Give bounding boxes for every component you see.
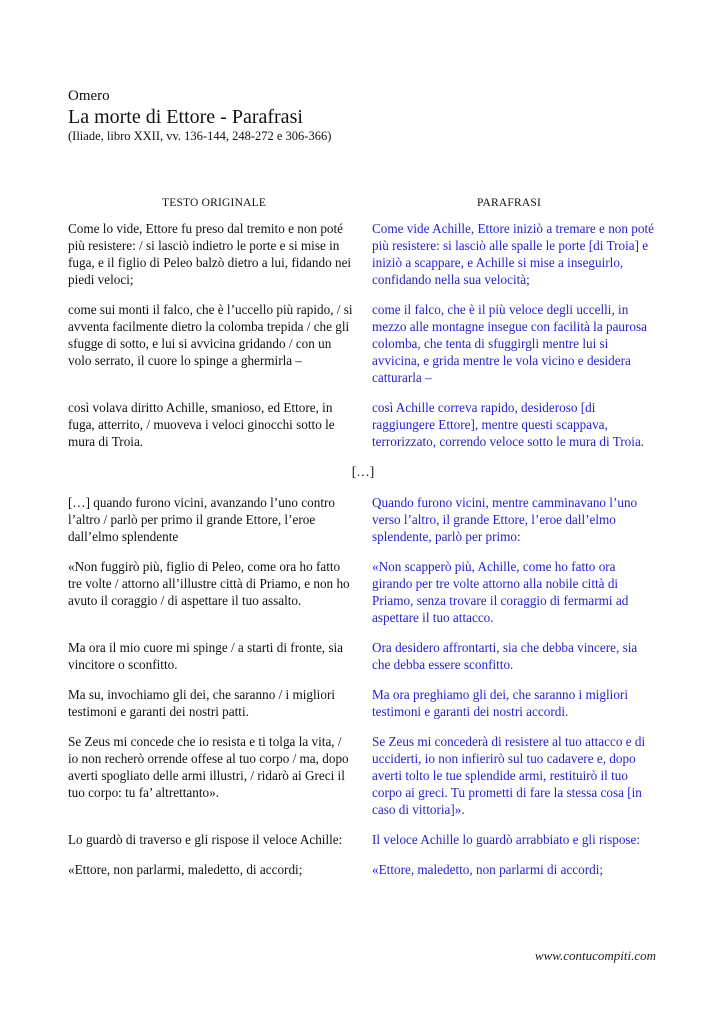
text-row (68, 686, 658, 720)
text-row (68, 733, 658, 818)
text-row (68, 831, 658, 848)
original-text: «Ettore, non parlarmi, maledetto, di accordi; (68, 862, 303, 877)
paraphrase-text: Il veloce Achille lo guardò arrabbiato e gli rispose: (372, 832, 641, 847)
footer-website: www.contucompiti.com (534, 948, 656, 963)
text-row (68, 558, 658, 626)
original-text: così volava diritto Achille, smanioso, ed Ettore, in fuga, atterrito, / muoveva i veloci ginocchi sotto le mura di Troia. (68, 400, 335, 449)
text-row (68, 220, 658, 288)
original-text: Se Zeus mi concede che io resista e ti tolga la vita, / io non recherò orrende offese al tuo corpo / ma, dopo averti spogliato delle armi illustri, / ridarò ai Greci il tuo corpo: tu fa’ altrettanto». (68, 734, 349, 800)
paraphrase-text: «Ettore, maledetto, non parlarmi di accordi; (372, 862, 604, 877)
original-text: Come lo vide, Ettore fu preso dal tremito e non poté più resistere: / si lasciò indietro le porte e si mise in fuga, e il figlio di Peleo balzò dietro a lui, fidando nei piedi veloci; (68, 221, 352, 287)
text-row (68, 494, 658, 545)
paraphrase-text: Come vide Achille, Ettore iniziò a tremare e non poté più resistere: si lasciò alle spalle le porte [di Troia] e iniziò a scappare, e Achille si mise a inseguirlo, confidando nella sua velocità; (372, 221, 654, 287)
original-text: Ma su, invochiamo gli dei, che saranno / i migliori testimoni e garanti dei nostri patti. (68, 687, 335, 719)
author: Omero (68, 88, 110, 104)
paraphrase-text: così Achille correva rapido, desideroso [di raggiungere Ettore], mentre questi scappava, terrorizzato, correndo veloce sotto le mura di Troia. (372, 400, 645, 449)
section-separator: […] (351, 464, 375, 479)
text-row (68, 639, 658, 673)
original-text: «Non fuggirò più, figlio di Peleo, come ora ho fatto tre volte / attorno all’illustre città di Priamo, e non ho avuto il coraggio / di aspettare il tuo assalto. (68, 559, 350, 608)
original-text: come sui monti il falco, che è l’uccello più rapido, / si avventa facilmente dietro la colomba trepida / che gli sfugge di sotto, e lui si avvicina gridando / con un volo serrato, il cuore lo spinge a ghermirla – (68, 302, 353, 368)
text-row (68, 399, 658, 450)
column-header-original: TESTO ORIGINALE (162, 197, 267, 209)
original-text: Ma ora il mio cuore mi spinge / a starti di fronte, sia vincitore o sconfitto. (68, 640, 344, 672)
paraphrase-text: Ora desidero affrontarti, sia che debba vincere, sia che debba essere sconfitto. (372, 640, 638, 672)
text-rows (68, 220, 658, 891)
paraphrase-text: come il falco, che è il più veloce degli uccelli, in mezzo alle montagne insegue con facilità la paurosa colomba, che tenta di sfuggirgli mentre lui si avvicina, e grida mentre le vola vicino e desidera catturarla – (372, 302, 647, 385)
text-row (68, 861, 658, 878)
subtitle: (Iliade, libro XXII, vv. 136-144, 248-272 e 306-366) (68, 129, 332, 143)
text-row (68, 301, 658, 386)
paraphrase-text: «Non scapperò più, Achille, come ho fatto ora girando per tre volte attorno alla nobile città di Priamo, senza trovare il coraggio di fermarmi ad aspettare il tuo attacco. (372, 559, 629, 625)
original-text: Lo guardò di traverso e gli rispose il veloce Achille: (68, 832, 343, 847)
page-title: La morte di Ettore - Parafrasi (68, 106, 303, 128)
original-text: […] quando furono vicini, avanzando l’uno contro l’altro / parlò per primo il grande Ettore, l’eroe dall’elmo splendente (68, 495, 335, 544)
paraphrase-text: Quando furono vicini, mentre camminavano l’uno verso l’altro, il grande Ettore, l’eroe dall’elmo splendente, parlò per primo: (372, 495, 638, 544)
column-header-paraphrase: PARAFRASI (477, 197, 542, 209)
document-header (68, 87, 331, 144)
paraphrase-text: Se Zeus mi concederà di resistere al tuo attacco e di ucciderti, io non infierirò sul tuo cadavere e, dopo averti tolto le tue splendide armi, restituirò il tuo corpo ai greci. Tu prometti di fare la stessa cosa [in caso di vittoria]». (372, 734, 646, 817)
paraphrase-text: Ma ora preghiamo gli dei, che saranno i migliori testimoni e garanti dei nostri accordi. (372, 687, 628, 719)
